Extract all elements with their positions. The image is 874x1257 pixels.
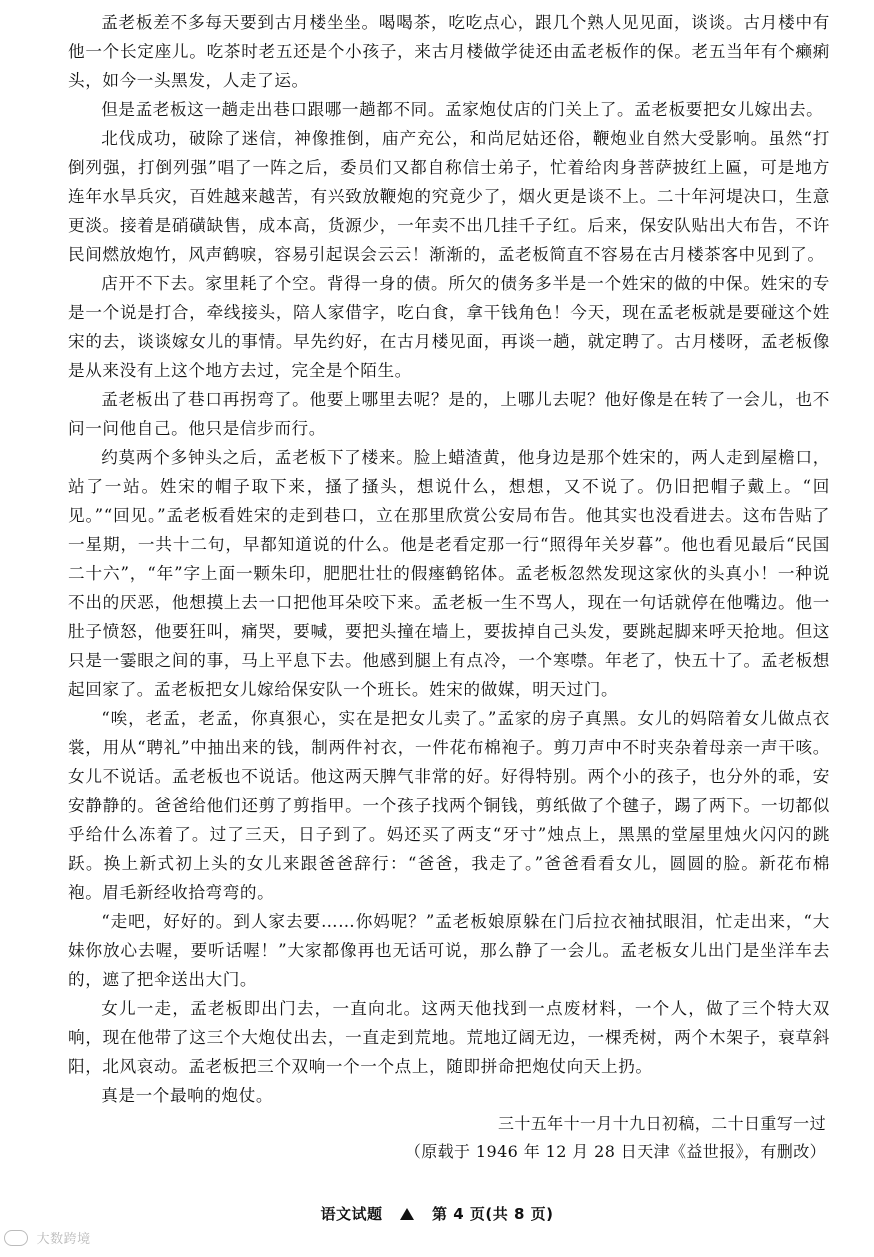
paragraph-2: 但是孟老板这一趟走出巷口跟哪一趟都不同。孟家炮仗店的门关上了。孟老板要把女儿嫁出去。 <box>101 100 824 119</box>
paragraph-9: 女儿一走，孟老板即出门去，一直向北。这两天他找到一点废材料，一个人，做了三个特大双响，现在他带了这三个大炮仗出去，一直走到荒地。荒地辽阔无边，一棵秃树，两个木架子，衰草斜阳，北风哀动。孟老板把三个双响一个一个点上，随即拼命把炮仗向天上扔。 <box>68 999 830 1076</box>
page-footer <box>0 1203 874 1224</box>
watermark-text: 大数跨境 <box>36 1232 91 1247</box>
triangle-icon <box>400 1208 414 1220</box>
footer-subject: 语文试题 <box>320 1205 383 1223</box>
paragraph-7: “唉，老孟，老孟，你真狠心，实在是把女儿卖了。”孟家的房子真黑。女儿的妈陪着女儿做点衣裳，用从“聘礼”中抽出来的钱，制两件衬衣，一件花布棉袍子。剪刀声中不时夹杂着母亲一声干咳。女儿不说话。孟老板也不说话。他这两天脾气非常的好。好得特别。两个小的孩子，也分外的乖，安安静静的。爸爸给他们还剪了剪指甲。一个孩子找两个铜钱，剪纸做了个毽子，踢了两下。一切都似乎给什么冻着了。过了三天，日子到了。妈还买了两支“牙寸”烛点上，黑黑的堂屋里烛火闪闪的跳跃。换上新式初上头的女儿来跟爸爸辞行：“爸爸，我走了。”爸爸看看女儿，圆圆的脸。新花布棉袍。眉毛新经收拾弯弯的。 <box>68 709 830 902</box>
paragraph-3: 北伐成功，破除了迷信，神像推倒，庙产充公，和尚尼姑还俗，鞭炮业自然大受影响。虽然“打倒列强，打倒列强”唱了一阵之后，委员们又都自称信士弟子，忙着给肉身菩萨披红上匾，可是地方连年水旱兵灾，百姓越来越苦，有兴致放鞭炮的究竟少了，烟火更是谈不上。二十年河堤决口，生意更淡。接着是硝磺缺售，成本高，货源少，一年卖不出几挂千子红。后来，保安队贴出大布告，不许民间燃放炮竹，风声鹤唳，容易引起误会云云！渐渐的，孟老板简直不容易在古月楼茶客中见到了。 <box>68 129 830 264</box>
date-line: 三十五年十一月十九日初稿，二十日重写一过 <box>497 1114 826 1133</box>
watermark <box>4 1228 91 1247</box>
article-body <box>68 8 830 1166</box>
watermark-logo-icon <box>4 1230 28 1246</box>
paragraph-10: 真是一个最响的炮仗。 <box>101 1086 274 1105</box>
paragraph-6: 约莫两个多钟头之后，孟老板下了楼来。脸上蜡渣黄，他身边是那个姓宋的，两人走到屋檐口，站了一站。姓宋的帽子取下来，搔了搔头，想说什么，想想，又不说了。仍旧把帽子戴上。“回见。”“回见。”孟老板看姓宋的走到巷口，立在那里欣赏公安局布告。他其实也没看进去。这布告贴了一星期，一共十二句，早都知道说的什么。他是老看定那一行“照得年关岁暮”。他也看见最后“民国二十六”，“年”字上面一颗朱印，肥肥壮壮的假瘞鹤铭体。孟老板忽然发现这家伙的头真小！一种说不出的厌恶，他想摸上去一口把他耳朵咬下来。孟老板一生不骂人，现在一句话就停在他嘴边。他一肚子愤怒，他要狂叫，痛哭，要喊，要把头撞在墙上，要拔掉自己头发，要跳起脚来呼天抢地。但这只是一霎眼之间的事，马上平息下去。他感到腿上有点冷，一个寒噤。年老了，快五十了。孟老板想起回家了。孟老板把女儿嫁给保安队一个班长。姓宋的做媒，明天过门。 <box>68 448 830 699</box>
paragraph-4: 店开不下去。家里耗了个空。背得一身的债。所欠的债务多半是一个姓宋的做的中保。姓宋的专是一个说是打合，牵线接头，陪人家借字，吃白食，拿干钱角色！今天，现在孟老板就是要碰这个姓宋的去，谈谈嫁女儿的事情。早先约好，在古月楼见面，再谈一趟，就定聘了。古月楼呀，孟老板像是从来没有上这个地方去过，完全是个陌生。 <box>68 274 830 380</box>
paragraph-8: “走吧，好好的。到人家去要……你妈呢？”孟老板娘原躲在门后拉衣袖拭眼泪，忙走出来，“大妹你放心去喔，要听话喔！”大家都像再也无话可说，那么静了一会儿。孟老板女儿出门是坐洋车去的，遮了把伞送出大门。 <box>68 912 830 989</box>
paragraph-5: 孟老板出了巷口再拐弯了。他要上哪里去呢？是的，上哪儿去呢？他好像是在转了一会儿，也不问一问他自己。他只是信步而行。 <box>68 390 830 438</box>
footer-page-number: 第 4 页(共 8 页) <box>432 1205 554 1223</box>
paragraph-1: 孟老板差不多每天要到古月楼坐坐。喝喝茶，吃吃点心，跟几个熟人见见面，谈谈。古月楼中有他一个长定座儿。吃茶时老五还是个小孩子，来古月楼做学徒还由孟老板作的保。老五当年有个癞痢头，如今一头黑发，人走了运。 <box>68 13 830 90</box>
source-line: （原载于 1946 年 12 月 28 日天津《益世报》，有删改） <box>404 1142 826 1161</box>
